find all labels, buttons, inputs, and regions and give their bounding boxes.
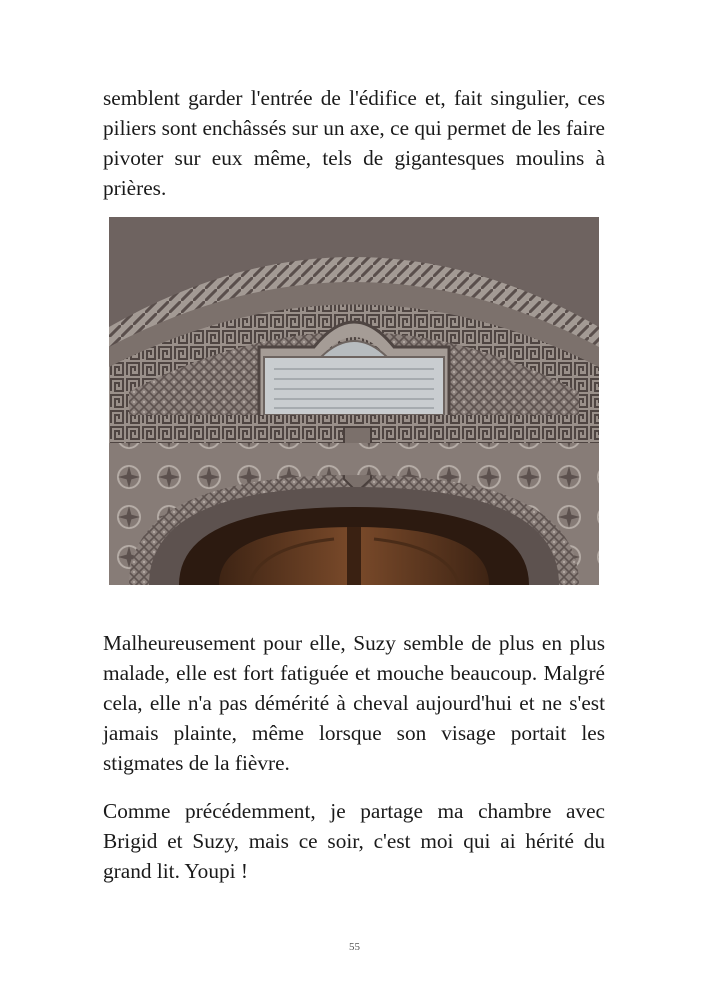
page-number: 55 — [349, 941, 360, 953]
paragraph-2: Malheureusement pour elle, Suzy semble de plus en plus malade, elle est fort fatiguée et mouche beaucoup. Malgré cela, elle n'a pas démérité à cheval aujourd'hui et ne s'est jamais plainte, même lorsque son visage portait les stigmates de la fièvre. — [103, 631, 605, 775]
carved-portal-photo — [109, 217, 599, 585]
paragraph-1: semblent garder l'entrée de l'édifice et, fait singulier, ces piliers sont enchâssés sur un axe, ce qui permet de les faire pivoter sur eux même, tels de gigantesques moulins à prières. — [103, 86, 605, 200]
paragraph-3: Comme précédemment, je partage ma chambre avec Brigid et Suzy, mais ce soir, c'est moi qui ai hérité du grand lit. Youpi ! — [103, 799, 605, 883]
